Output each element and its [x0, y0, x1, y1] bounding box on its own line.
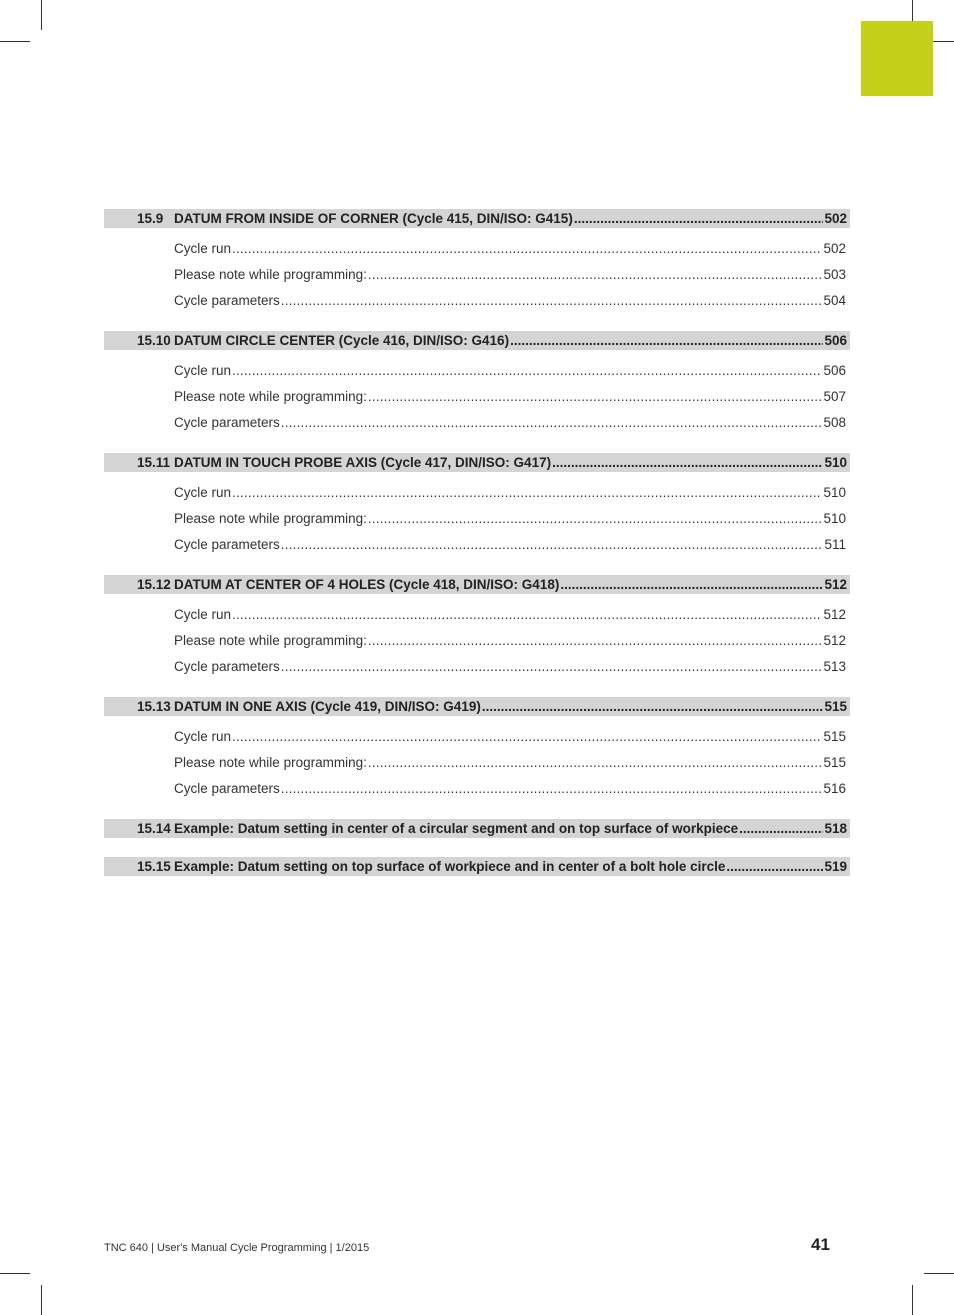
section-number: 15.9 [137, 211, 164, 226]
toc-section[interactable] [104, 331, 850, 350]
section-number: 15.15 [137, 859, 171, 874]
section-page: 510 [824, 455, 847, 470]
leader-dots [232, 358, 822, 384]
item-page: 512 [823, 607, 846, 622]
toc-item[interactable] [104, 750, 850, 776]
crop-mark [924, 1273, 954, 1274]
section-number: 15.13 [137, 699, 171, 714]
section-page: 518 [824, 821, 847, 836]
leader-dots [510, 333, 823, 348]
toc-subitems [104, 480, 850, 558]
item-page: 513 [823, 659, 846, 674]
item-page: 502 [823, 241, 846, 256]
item-title: Cycle parameters [174, 659, 280, 674]
item-title: Cycle run [174, 363, 232, 378]
leader-dots [232, 480, 822, 506]
section-title: DATUM CIRCLE CENTER (Cycle 416, DIN/ISO: G416) [174, 333, 510, 348]
toc-item[interactable] [104, 358, 850, 384]
leader-dots [232, 236, 822, 262]
toc-subitems [104, 602, 850, 680]
toc-section[interactable] [104, 209, 850, 228]
item-title: Cycle run [174, 485, 232, 500]
leader-dots [368, 506, 823, 532]
item-page: 507 [823, 389, 846, 404]
toc-section[interactable] [104, 453, 850, 472]
leader-dots [482, 699, 824, 714]
toc-item[interactable] [104, 532, 850, 558]
toc-item[interactable] [104, 410, 850, 436]
item-page: 515 [823, 755, 846, 770]
section-page: 519 [824, 859, 847, 874]
item-page: 516 [823, 781, 846, 796]
leader-dots [368, 262, 823, 288]
leader-dots [281, 410, 823, 436]
toc-section[interactable] [104, 575, 850, 594]
item-page: 504 [823, 293, 846, 308]
section-page: 502 [824, 211, 847, 226]
toc-item[interactable] [104, 288, 850, 314]
section-number: 15.10 [137, 333, 171, 348]
leader-dots [368, 384, 823, 410]
item-title: Please note while programming: [174, 389, 367, 404]
section-number: 15.14 [137, 821, 171, 836]
leader-dots [281, 654, 823, 680]
leader-dots [560, 577, 823, 592]
leader-dots [232, 602, 822, 628]
chapter-tab [861, 21, 933, 96]
item-page: 510 [823, 485, 846, 500]
toc-section[interactable] [104, 697, 850, 716]
item-title: Please note while programming: [174, 511, 367, 526]
leader-dots [281, 288, 823, 314]
toc-item[interactable] [104, 384, 850, 410]
leader-dots [574, 211, 824, 226]
toc-section[interactable] [104, 857, 850, 876]
leader-dots [281, 776, 823, 802]
leader-dots [368, 628, 823, 654]
section-title: DATUM AT CENTER OF 4 HOLES (Cycle 418, DIN/ISO: G418) [174, 577, 560, 592]
toc-section[interactable] [104, 819, 850, 838]
section-title: DATUM IN ONE AXIS (Cycle 419, DIN/ISO: G419) [174, 699, 481, 714]
item-page: 511 [824, 537, 846, 552]
item-page: 510 [823, 511, 846, 526]
toc-subitems [104, 358, 850, 436]
section-page: 515 [824, 699, 847, 714]
crop-mark [0, 41, 30, 42]
crop-mark [41, 0, 42, 30]
item-page: 506 [823, 363, 846, 378]
footer-text: TNC 640 | User's Manual Cycle Programming | 1/2015 [104, 1242, 370, 1254]
item-title: Cycle parameters [174, 293, 280, 308]
toc-item[interactable] [104, 654, 850, 680]
section-page: 506 [824, 333, 847, 348]
item-title: Please note while programming: [174, 267, 367, 282]
toc-subitems [104, 236, 850, 314]
toc-item[interactable] [104, 262, 850, 288]
toc-item[interactable] [104, 724, 850, 750]
toc-item[interactable] [104, 506, 850, 532]
item-title: Cycle parameters [174, 537, 280, 552]
item-title: Cycle run [174, 241, 232, 256]
leader-dots [739, 821, 823, 836]
leader-dots [281, 532, 824, 558]
toc-item[interactable] [104, 776, 850, 802]
item-page: 503 [823, 267, 846, 282]
section-title: Example: Datum setting on top surface of workpiece and in center of a bolt hole circle [174, 859, 726, 874]
item-title: Cycle parameters [174, 781, 280, 796]
leader-dots [726, 859, 823, 874]
toc-item[interactable] [104, 628, 850, 654]
item-title: Cycle parameters [174, 415, 280, 430]
crop-mark [912, 1285, 913, 1315]
leader-dots [552, 455, 823, 470]
item-title: Please note while programming: [174, 755, 367, 770]
section-title: DATUM FROM INSIDE OF CORNER (Cycle 415, DIN/ISO: G415) [174, 211, 573, 226]
crop-mark [0, 1273, 30, 1274]
item-page: 515 [823, 729, 846, 744]
toc-subitems [104, 724, 850, 802]
section-page: 512 [824, 577, 847, 592]
crop-mark [41, 1285, 42, 1315]
page-number: 41 [811, 1235, 830, 1254]
toc-item[interactable] [104, 602, 850, 628]
toc-item[interactable] [104, 480, 850, 506]
item-page: 512 [823, 633, 846, 648]
item-title: Please note while programming: [174, 633, 367, 648]
leader-dots [232, 724, 822, 750]
leader-dots [368, 750, 823, 776]
section-number: 15.12 [137, 577, 171, 592]
item-page: 508 [823, 415, 846, 430]
item-title: Cycle run [174, 729, 232, 744]
toc-item[interactable] [104, 236, 850, 262]
section-number: 15.11 [137, 455, 171, 470]
table-of-contents [104, 209, 850, 893]
item-title: Cycle run [174, 607, 232, 622]
section-title: DATUM IN TOUCH PROBE AXIS (Cycle 417, DIN/ISO: G417) [174, 455, 552, 470]
section-title: Example: Datum setting in center of a circular segment and on top surface of workpiece [174, 821, 739, 836]
